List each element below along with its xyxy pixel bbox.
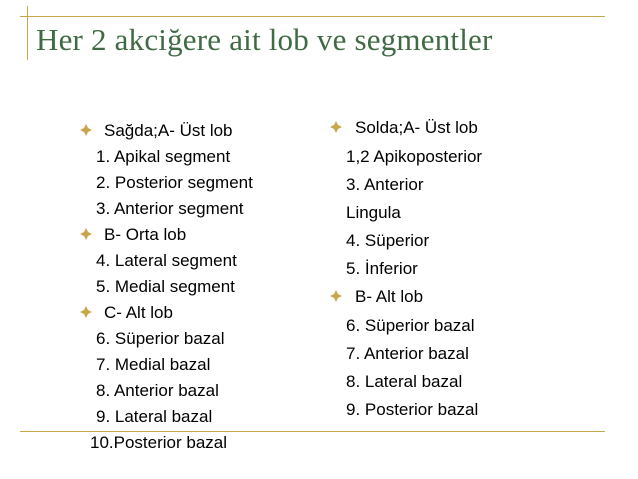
right-upper-lobe-heading: Sağda;A- Üst lob — [104, 121, 233, 140]
list-item: 6. Süperior bazal — [96, 329, 225, 348]
list-item: 3. Anterior — [346, 175, 424, 194]
list-item: 9. Lateral bazal — [96, 407, 213, 426]
slide-title: Her 2 akciğere ait lob ve segmentler — [36, 22, 493, 57]
diamond-bullet-icon — [80, 124, 92, 136]
list-item: 4. Süperior — [346, 231, 430, 250]
list-item: 1. Apikal segment — [96, 147, 231, 166]
list-item: 7. Medial bazal — [96, 355, 211, 374]
top-divider — [20, 16, 605, 17]
list-item: 5. Medial segment — [96, 277, 235, 296]
right-middle-lobe-heading: B- Orta lob — [104, 225, 187, 244]
list-item: 2. Posterior segment — [96, 173, 253, 192]
left-upper-lobe-heading: Solda;A- Üst lob — [355, 118, 478, 137]
bottom-divider — [20, 431, 605, 432]
list-item: 10.Posterior bazal — [90, 433, 228, 452]
diamond-bullet-icon — [80, 228, 92, 240]
list-item: 3. Anterior segment — [96, 199, 244, 218]
diamond-bullet-icon — [80, 306, 92, 318]
list-item: 8. Lateral bazal — [346, 372, 463, 391]
list-item: 5. İnferior — [346, 259, 418, 278]
list-item: 7. Anterior bazal — [346, 344, 469, 363]
list-item: Lingula — [346, 203, 401, 222]
left-accent-divider — [27, 6, 28, 60]
list-item: 1,2 Apikoposterior — [346, 147, 483, 166]
list-item: 4. Lateral segment — [96, 251, 237, 270]
list-item: 9. Posterior bazal — [346, 400, 479, 419]
diamond-bullet-icon — [330, 121, 342, 133]
right-lower-lobe-heading: C- Alt lob — [104, 303, 173, 322]
left-lower-lobe-heading: B- Alt lob — [355, 287, 424, 306]
diamond-bullet-icon — [330, 290, 342, 302]
list-item: 8. Anterior bazal — [96, 381, 219, 400]
list-item: 6. Süperior bazal — [346, 316, 475, 335]
